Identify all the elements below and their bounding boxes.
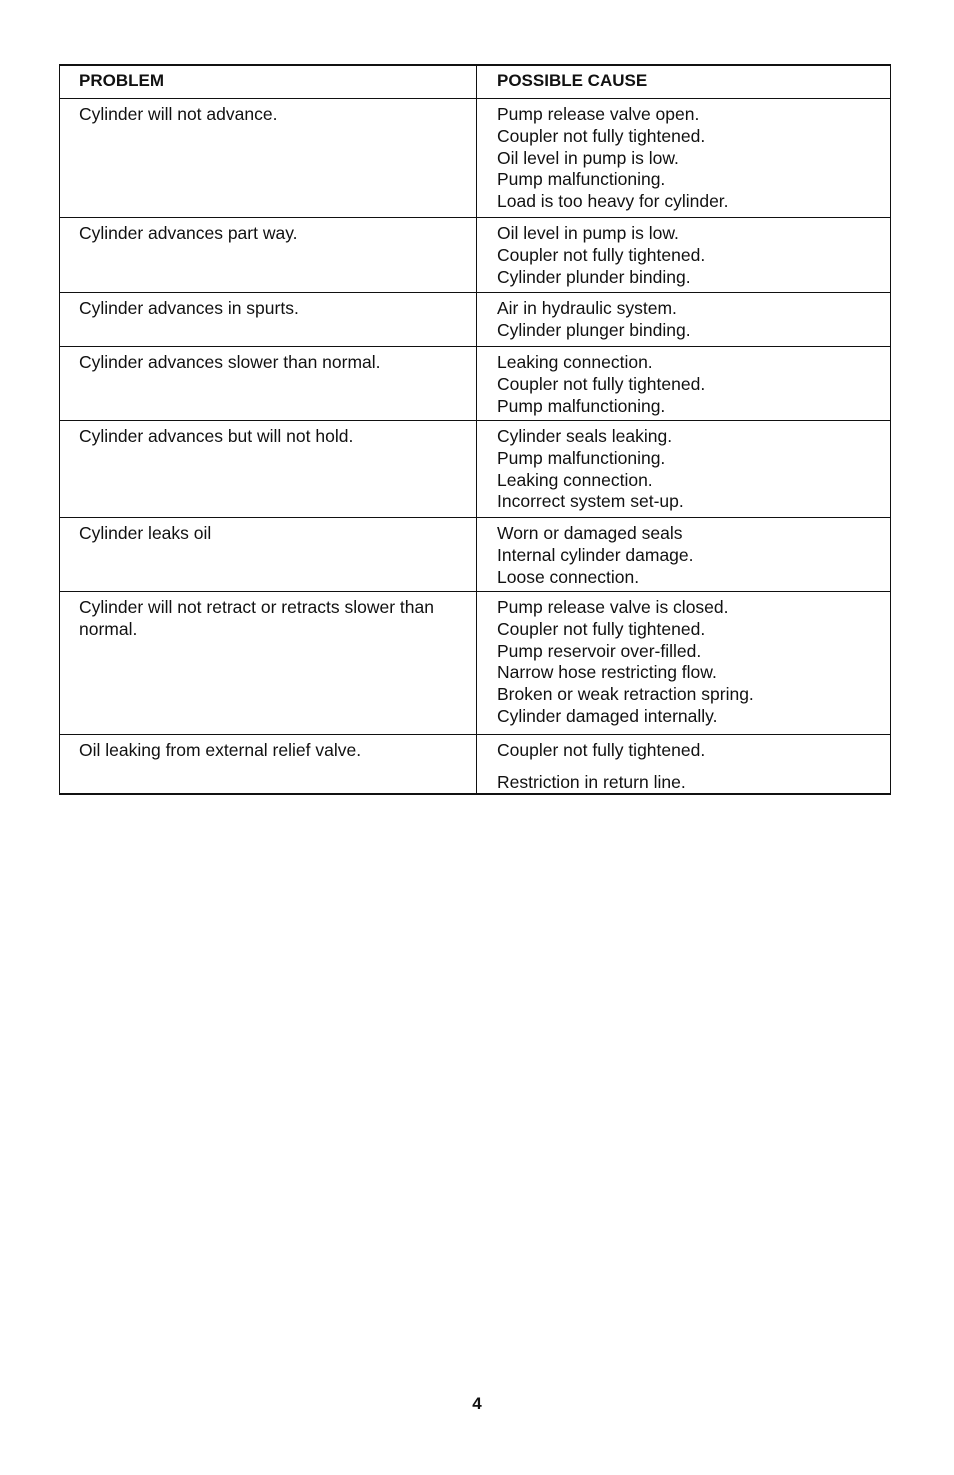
problem-cell: Cylinder advances but will not hold.	[60, 421, 477, 517]
cause-cell	[477, 99, 890, 217]
problem-cell: Oil leaking from external relief valve.	[60, 735, 477, 793]
cause-cell	[477, 347, 890, 420]
table-row	[60, 421, 890, 518]
cause-line: Oil level in pump is low.	[497, 147, 679, 168]
cause-line: Coupler not fully tightened.	[497, 373, 706, 394]
cause-line: Internal cylinder damage.	[497, 544, 694, 565]
header-problem: PROBLEM	[60, 66, 477, 98]
cause-line: Air in hydraulic system.	[497, 298, 677, 318]
cause-line: Pump malfunctioning.	[497, 169, 666, 190]
cause-cell	[477, 421, 890, 517]
header-possible-cause: POSSIBLE CAUSE	[497, 71, 648, 90]
cause-line: Leaking connection.	[497, 469, 653, 490]
problem-cell: Cylinder advances in spurts.	[60, 293, 477, 346]
problem-cell: Cylinder will not advance.	[60, 99, 477, 217]
cause-line: Pump reservoir over-filled.	[497, 640, 702, 661]
problem-cell: Cylinder advances part way.	[60, 218, 477, 292]
table-row	[60, 218, 890, 293]
cause-line: Pump release valve is closed.	[497, 597, 729, 617]
cause-cell	[477, 735, 890, 793]
cause-line: Coupler not fully tightened.	[497, 125, 706, 146]
cause-line: Incorrect system set-up.	[497, 491, 684, 512]
cause-line: Coupler not fully tightened.	[497, 244, 706, 265]
cause-line: Coupler not fully tightened.	[497, 740, 706, 760]
problem-cell: Cylinder advances slower than normal.	[60, 347, 477, 420]
problem-cell: Cylinder will not retract or retracts slower than normal.	[60, 592, 477, 734]
cause-line: Pump release valve open.	[497, 104, 700, 124]
cause-line: Leaking connection.	[497, 352, 653, 372]
cause-line: Pump malfunctioning.	[497, 447, 666, 468]
cause-line: Cylinder damaged internally.	[497, 705, 718, 726]
cause-line: Cylinder plunder binding.	[497, 266, 691, 287]
cause-line: Oil level in pump is low.	[497, 223, 679, 243]
table-row	[60, 592, 890, 735]
problem-cell: Cylinder leaks oil	[60, 518, 477, 591]
cause-line: Restriction in return line.	[497, 771, 686, 792]
cause-line: Worn or damaged seals	[497, 523, 683, 543]
cause-line: Broken or weak retraction spring.	[497, 684, 754, 705]
table-row	[60, 99, 890, 218]
table-header-row	[60, 66, 890, 99]
cause-cell	[477, 293, 890, 346]
cause-line: Cylinder seals leaking.	[497, 426, 673, 446]
table-row	[60, 735, 890, 793]
cause-line: Pump malfunctioning.	[497, 395, 666, 416]
troubleshooting-table	[59, 64, 891, 795]
table-row	[60, 347, 890, 421]
page-number: 4	[472, 1394, 482, 1413]
cause-line: Narrow hose restricting flow.	[497, 662, 717, 683]
table-row	[60, 293, 890, 347]
cause-cell	[477, 218, 890, 292]
cause-line: Cylinder plunger binding.	[497, 319, 691, 340]
table-row	[60, 518, 890, 592]
cause-cell	[477, 592, 890, 734]
cause-line: Coupler not fully tightened.	[497, 618, 706, 639]
cause-cell	[477, 518, 890, 591]
cause-line: Loose connection.	[497, 566, 640, 587]
cause-line: Load is too heavy for cylinder.	[497, 191, 729, 212]
